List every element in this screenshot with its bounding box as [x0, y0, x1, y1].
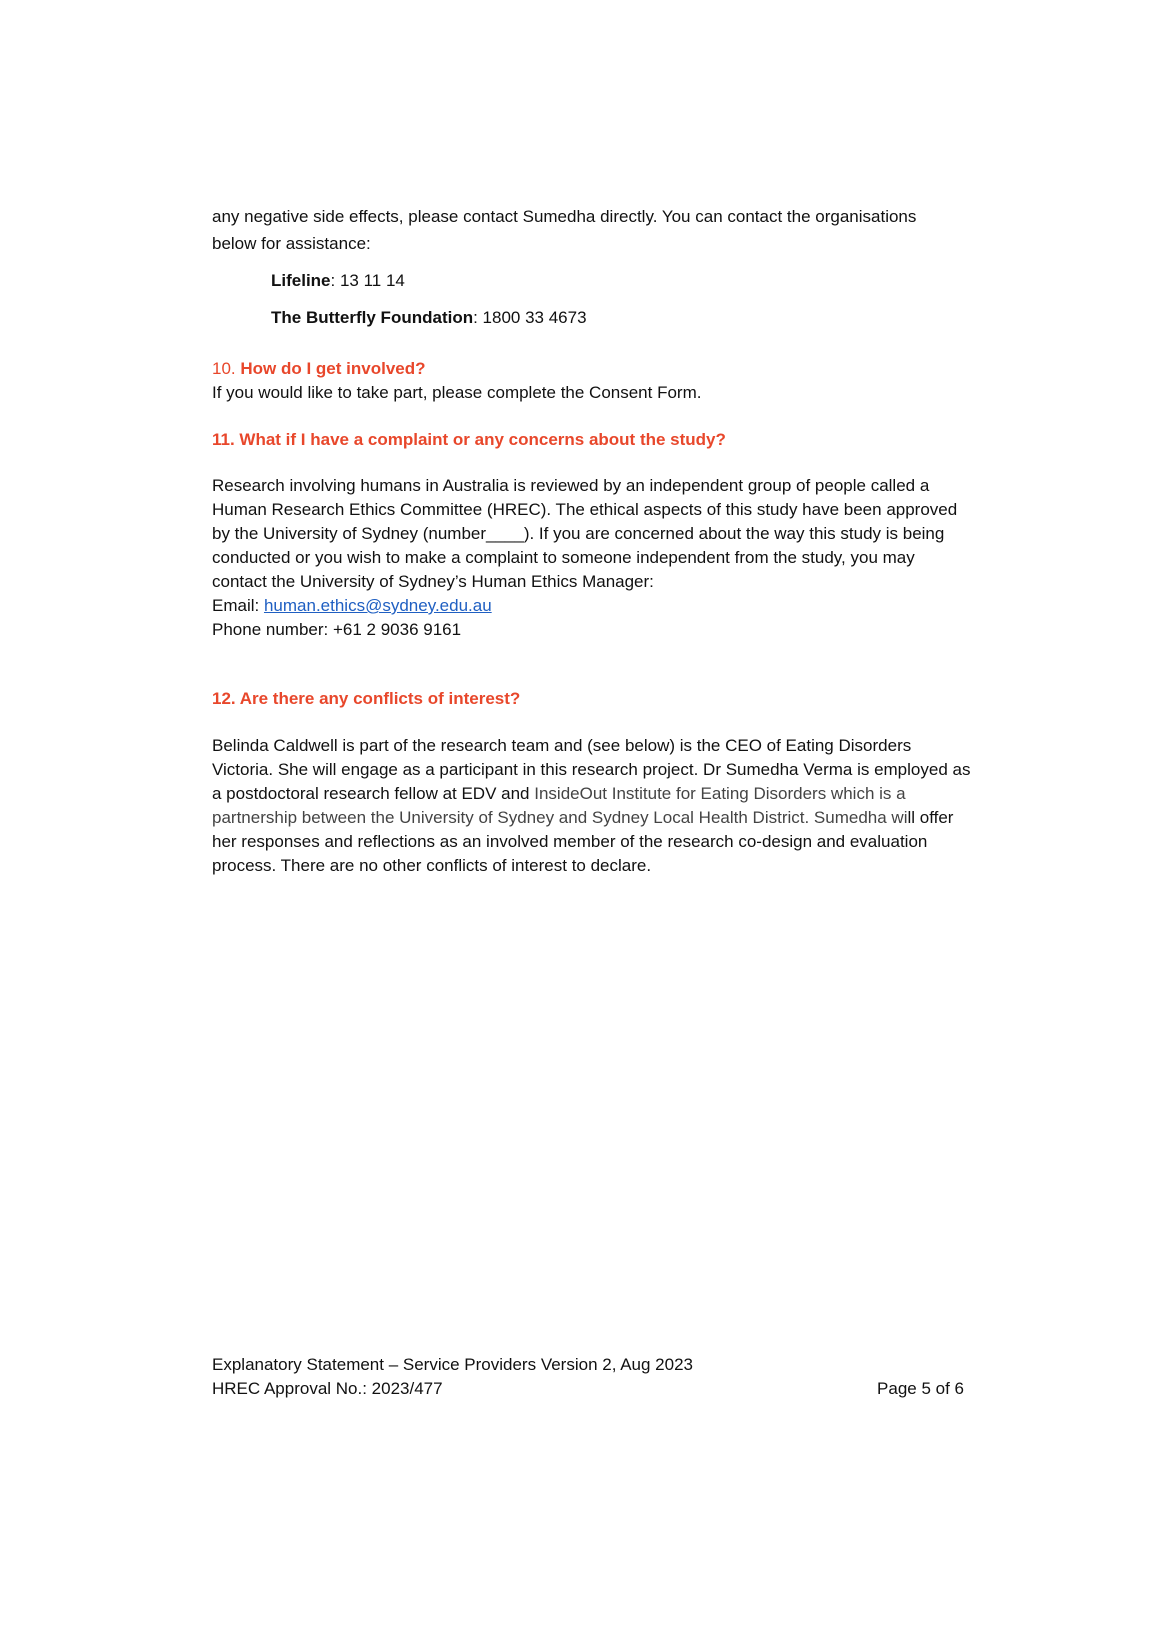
- footer-approval: HREC Approval No.: 2023/477: [212, 1379, 443, 1398]
- section-10: [212, 357, 972, 405]
- section-11-heading: 11. What if I have a complaint or any concerns about the study?: [212, 430, 726, 449]
- section-body: Research involving humans in Australia is reviewed by an independent group of people called a Human Research Ethics Committee (HREC). The ethical aspects of this study have been approved by the University of Sydney (number____). If you are concerned about the way this study is being conducted or you wish to make a complaint to someone independent from the study, you may contact the University of Sydney’s Human Ethics Manager:: [212, 476, 958, 591]
- intro-paragraph: [212, 203, 972, 257]
- email-line: [212, 594, 972, 618]
- org-phone: : 13 11 14: [330, 271, 405, 290]
- section-body: If you would like to take part, please complete the Consent Form.: [212, 383, 702, 402]
- org-name: The Butterfly Foundation: [271, 308, 474, 327]
- org-phone: : 1800 33 4673: [473, 308, 587, 327]
- phone-line: Phone number: +61 2 9036 9161: [212, 620, 462, 639]
- org-name: Lifeline: [271, 271, 331, 290]
- body-text: Belinda Caldwell is part of the research team and (see below) is the CEO of Eating Disorders Victoria. She will engage as a participant in this research project. Dr Sumedha Verma is employed as a postdoctoral research fellow at EDV and: [212, 736, 971, 803]
- intro-line-1: any negative side effects, please contact Sumedha directly. You can contact the organisations: [212, 207, 917, 226]
- section-12-heading: 12. Are there any conflicts of interest?: [212, 689, 521, 708]
- page-number: Page 5 of 6: [877, 1379, 964, 1398]
- email-link[interactable]: human.ethics@sydney.edu.au: [263, 596, 492, 615]
- body-text: ll offer her responses and reflections as an involved member of the research co-design and evaluation process. There are no other conflicts of interest to declare.: [212, 808, 954, 875]
- intro-line-2: below for assistance:: [212, 234, 371, 253]
- section-number: 10.: [212, 359, 236, 378]
- org-butterfly-foundation: [271, 306, 587, 330]
- footer-statement: Explanatory Statement – Service Providers Version 2, Aug 2023: [212, 1355, 693, 1374]
- section-heading: [212, 357, 972, 381]
- section-11-body: [212, 474, 972, 642]
- email-label: Email:: [212, 596, 264, 615]
- org-lifeline: [271, 269, 405, 293]
- body-text-grey: InsideOut Institute for Eating Disorders which is a partnership between the University of Sydney and Sydney Local Health District. Sumedha wi: [212, 784, 908, 827]
- section-12-body: [212, 734, 972, 878]
- section-title: How do I get involved?: [240, 359, 426, 378]
